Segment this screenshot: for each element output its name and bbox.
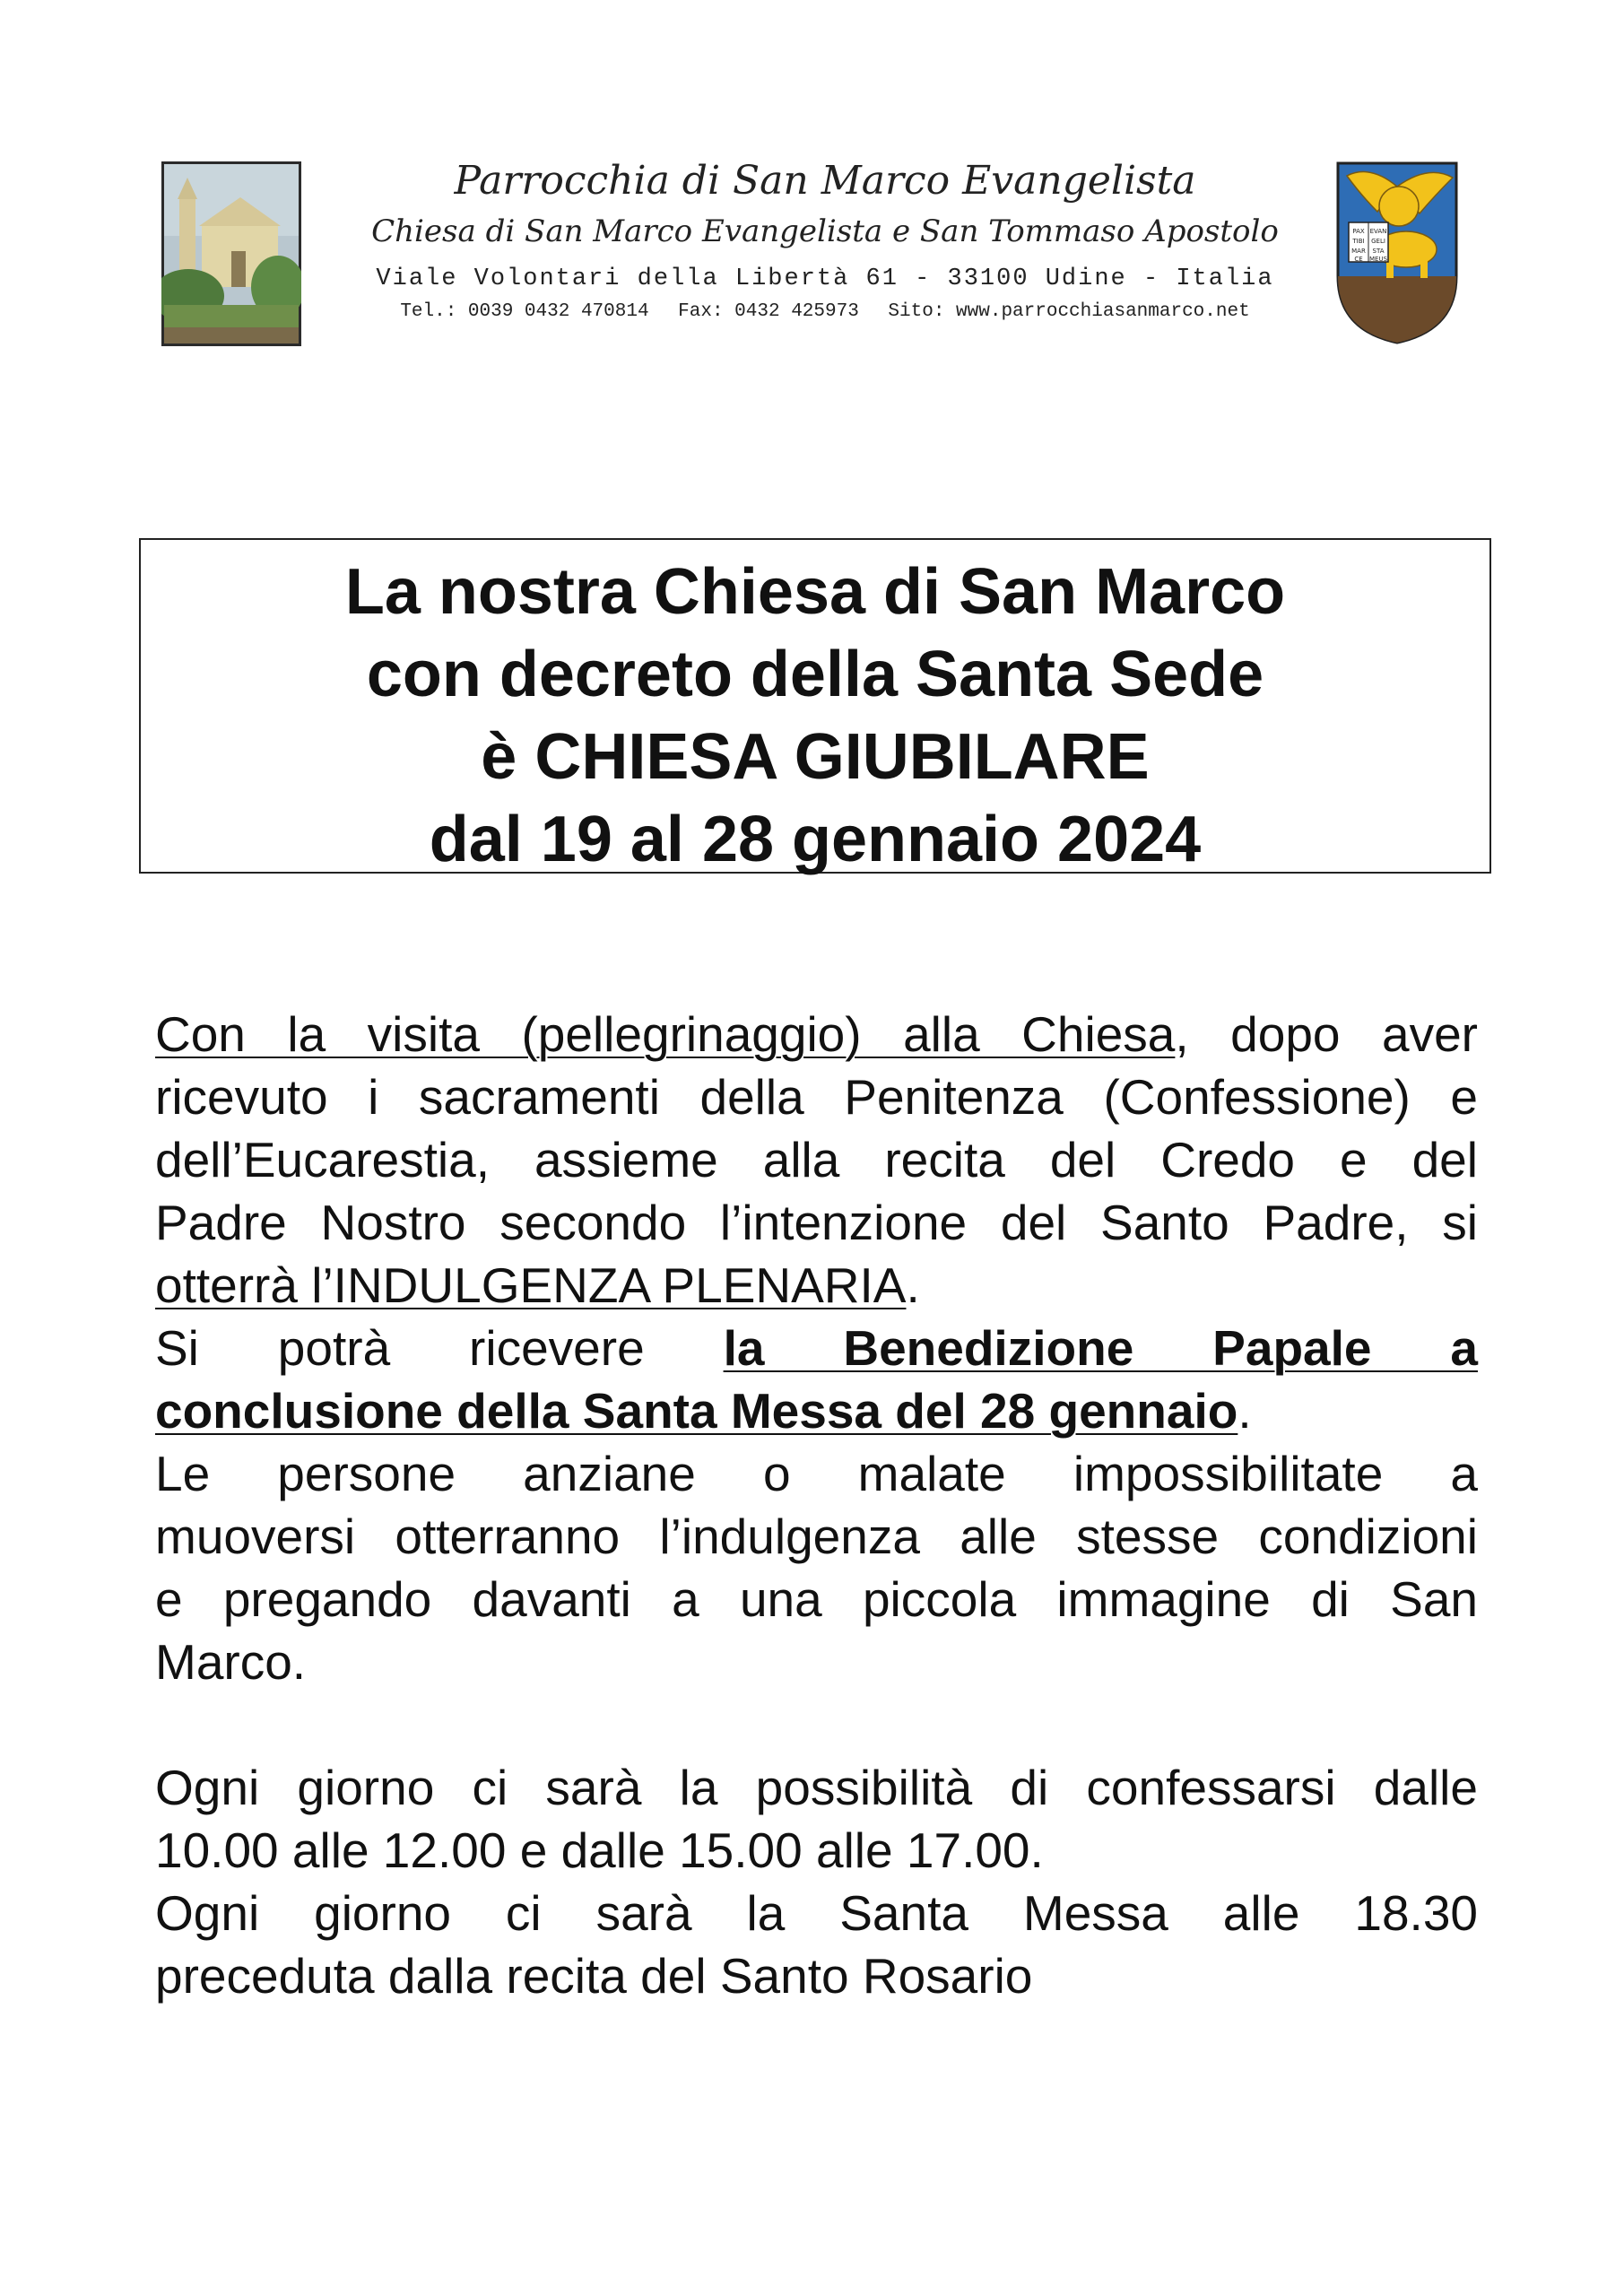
paragraph-line [155, 1317, 1478, 1379]
church-painting [161, 161, 301, 346]
bold-underlined-text: la Benedizione Papale a [723, 1320, 1478, 1376]
title-line-3: è CHIESA GIUBILARE [481, 721, 1150, 793]
crest-text: TIBI [1352, 238, 1365, 245]
contact-line [323, 301, 1327, 322]
crest-text: PAX [1352, 228, 1365, 235]
paragraph-line: Ogni giorno ci sarà la Santa Messa alle 18.30 [155, 1885, 1478, 1941]
paragraph-line [155, 1379, 1478, 1442]
paragraph-line: Padre Nostro secondo l’intenzione del Santo Padre, si [155, 1195, 1478, 1250]
indulgence-paragraph [155, 1003, 1478, 1317]
church-name: Chiesa di San Marco Evangelista e San Tommaso Apostolo [371, 213, 1279, 249]
parish-address: Viale Volontari della Libertà 61 - 33100 Udine - Italia [376, 265, 1274, 292]
announcement-title-box [139, 538, 1491, 874]
text: Si potrà ricevere [155, 1320, 724, 1376]
letterhead [0, 0, 1624, 377]
fax: Fax: 0432 425973 [678, 301, 859, 322]
paragraph-line: e pregando davanti a una piccola immagine di San [155, 1571, 1478, 1627]
crest-text: GELI [1371, 238, 1385, 245]
paragraph-line: Marco. [155, 1634, 307, 1690]
crest-text: MAR [1351, 248, 1366, 255]
paragraph-line: dell’Eucarestia, assieme alla recita del Credo e del [155, 1132, 1478, 1187]
text: . [906, 1257, 920, 1313]
text: , dopo aver [1175, 1006, 1478, 1062]
papal-blessing-paragraph [155, 1317, 1478, 1442]
paragraph-line: ricevuto i sacramenti della Penitenza (Confessione) e [155, 1069, 1478, 1125]
confession-hours-paragraph [155, 1756, 1478, 1882]
underlined-text: otterrà l’INDULGENZA PLENARIA [155, 1257, 907, 1313]
elderly-sick-paragraph [155, 1442, 1478, 1693]
paragraph-line [155, 1003, 1478, 1065]
paragraph-line: preceduta dalla recita del Santo Rosario [155, 1948, 1033, 2004]
telephone: Tel.: 0039 0432 470814 [400, 301, 649, 322]
lion-of-saint-mark-crest-icon [1334, 160, 1460, 346]
underlined-text: Con la visita (pellegrinaggio) alla Chiesa [155, 1006, 1176, 1062]
website: Sito: www.parrocchiasanmarco.net [888, 301, 1250, 322]
title-line-4: dal 19 al 28 gennaio 2024 [429, 804, 1202, 875]
parish-name: Parrocchia di San Marco Evangelista [454, 158, 1196, 204]
crest-text: CE [1354, 256, 1363, 263]
paragraph-line: Le persone anziane o malate impossibilitate a [155, 1446, 1478, 1501]
paragraph-line [155, 1254, 1478, 1317]
crest-text: EVAN [1369, 228, 1387, 235]
paragraph-line: Ogni giorno ci sarà la possibilità di confessarsi dalle [155, 1760, 1478, 1815]
title-line-1: La nostra Chiesa di San Marco [344, 556, 1286, 628]
text: . [1238, 1383, 1252, 1439]
mass-schedule-paragraph [155, 1882, 1478, 2007]
paragraph-line: muoversi otterranno l’indulgenza alle stesse condizioni [155, 1509, 1478, 1564]
bold-underlined-text: conclusione della Santa Messa del 28 gennaio [155, 1383, 1238, 1439]
paragraph-line: 10.00 alle 12.00 e dalle 15.00 alle 17.00. [155, 1822, 1044, 1878]
crest-text: MEUS [1368, 256, 1388, 263]
crest-text: STA [1372, 248, 1385, 255]
title-line-2: con decreto della Santa Sede [366, 639, 1264, 710]
